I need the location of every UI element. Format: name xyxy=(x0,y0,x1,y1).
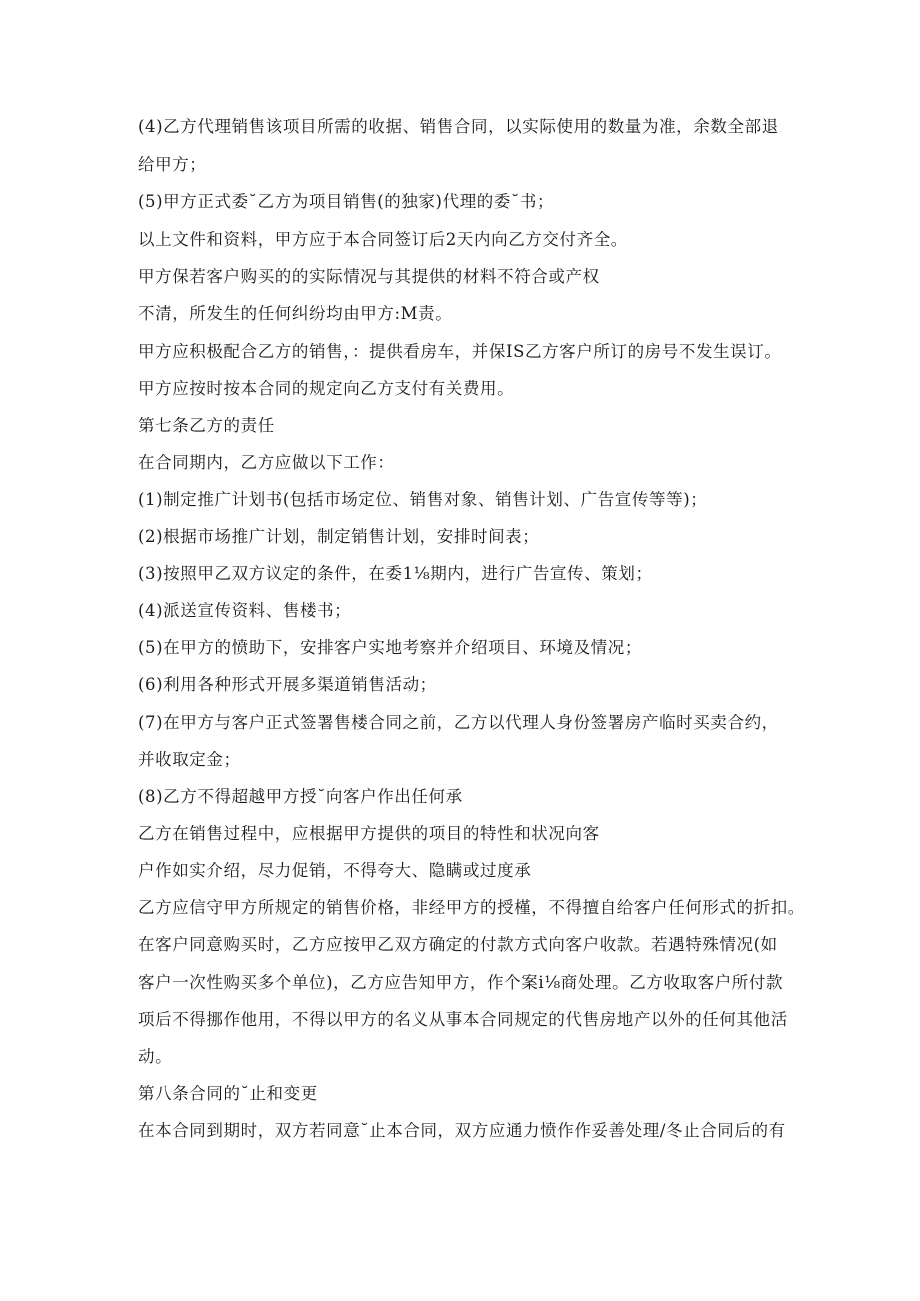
text-line: (1)制定推广计划书(包括市场定位、销售对象、销售计划、广告宣传等等)； xyxy=(138,490,708,509)
text-line: 不清，所发生的任何纠纷均由甲方:M责。 xyxy=(138,304,453,323)
text-line: (5)甲方正式委˘乙方为项目销售(的独家)代理的委˘书； xyxy=(138,192,555,211)
text-line: (4)乙方代理销售该项目所需的收据、销售合同，以实际使用的数量为准，余数全部退 xyxy=(138,117,779,136)
text-line: 甲方保若客户购买的的实际情况与其提供的材料不符合或产权 xyxy=(138,267,600,286)
text-line: 项后不得挪作他用，不得以甲方的名义从事本合同规定的代售房地产以外的任何其他活 xyxy=(138,1010,788,1029)
section-heading: 第八条合同的˘止和变更 xyxy=(138,1084,318,1103)
text-line: 乙方在销售过程中，应根据甲方提供的项目的特性和状况向客 xyxy=(138,824,600,843)
text-line: 在客户同意购买时，乙方应按甲乙双方确定的付款方式向客户收款。若遇特殊情况(如 xyxy=(138,935,778,954)
text-line: (5)在甲方的愤助下，安排客户实地考察并介绍项目、环境及情况； xyxy=(138,638,642,657)
text-line: (3)按照甲乙双方议定的条件，在委1⅛期内，进行广告宣传、策划； xyxy=(138,564,653,583)
text-line: (6)利用各种形式开展多渠道销售活动； xyxy=(138,675,437,694)
text-line: 动。 xyxy=(138,1047,173,1066)
text-line: 乙方应信守甲方所规定的销售价格，非经甲方的授槿，不得擅自给客户任何形式的折扣。 xyxy=(138,898,805,917)
text-line: 甲方应按时按本合同的规定向乙方支付有关费用。 xyxy=(138,379,515,398)
text-line: (2)根据市场推广计划，制定销售计划，安排时间表； xyxy=(138,527,540,546)
text-line: (4)派送宣传资料、售楼书； xyxy=(138,601,352,620)
text-line: 户作如实介绍，尽力促销，不得夸大、隐瞒或过度承 xyxy=(138,861,532,880)
text-line: (8)乙方不得超越甲方授˘向客户作出任何承 xyxy=(138,787,463,806)
text-line: 在本合同到期时，双方若同意˘止本合同，双方应通力愤作作妥善处理/冬止合同后的有 xyxy=(138,1121,786,1140)
text-line: 并收取定金； xyxy=(138,750,241,769)
text-line: 给甲方； xyxy=(138,155,207,174)
text-line: 以上文件和资料，甲方应于本合同签订后2天内向乙方交付齐全。 xyxy=(138,230,628,249)
text-line: 在合同期内，乙方应做以下工作： xyxy=(138,453,395,472)
text-line: 客户一次性购买多个单位)，乙方应告知甲方，作个案i⅛商处理。乙方收取客户所付款 xyxy=(138,973,784,992)
text-line: (7)在甲方与客户正式签署售楼合同之前，乙方以代理人身份签署房产临时买卖合约， xyxy=(138,713,779,732)
section-heading: 第七条乙方的责任 xyxy=(138,416,275,435)
text-line: 甲方应积极配合乙方的销售，：提供看房车，并保IS乙方客户所订的房号不发生误订。 xyxy=(138,342,782,361)
